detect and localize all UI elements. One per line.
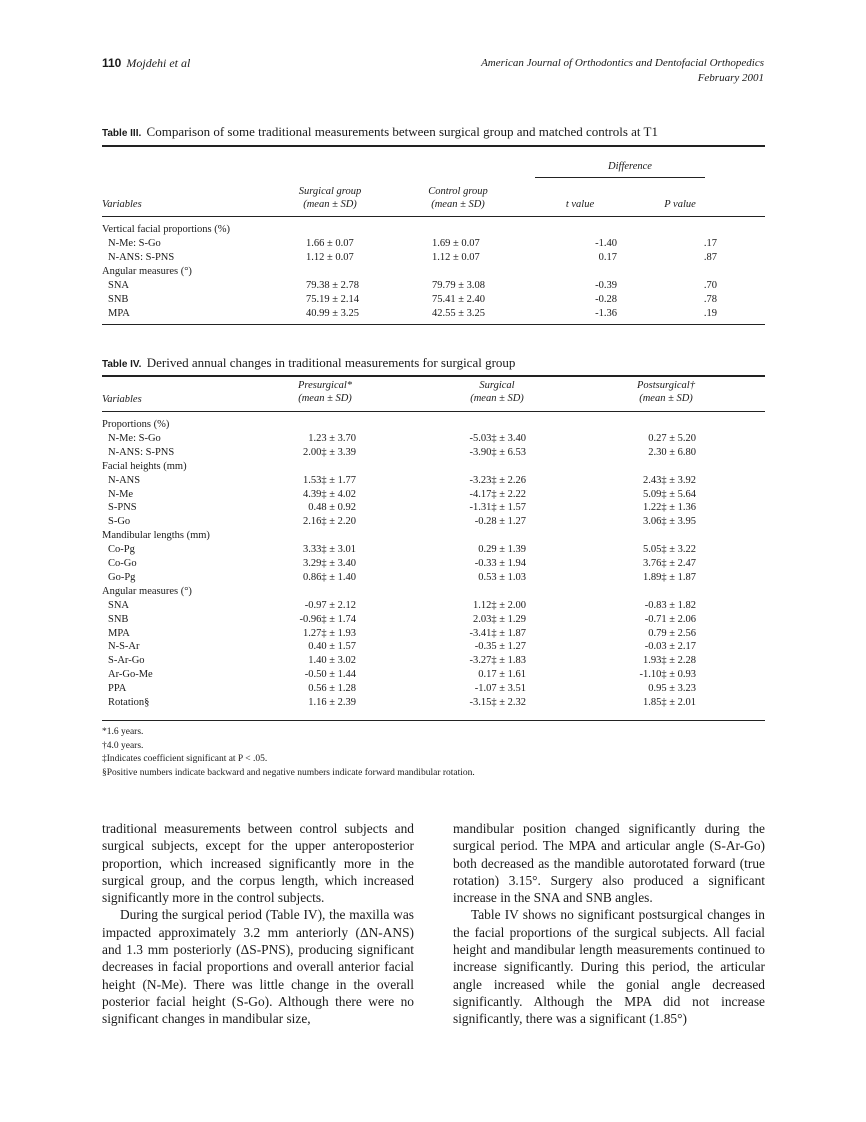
postsurgical-value: 3.06‡ ± 3.95 [642, 516, 696, 527]
row-label: MPA [108, 308, 130, 319]
running-header-right [344, 56, 764, 86]
postsurgical-value: -1.10‡ ± 0.93 [639, 669, 696, 680]
table-footnote: §Positive numbers indicate backward and negative numbers indicate forward mandibular rotation. [102, 767, 475, 778]
surgical-value: 79.38 ± 2.78 [306, 280, 360, 291]
presurgical-value: 0.56 ± 1.28 [308, 683, 356, 694]
surgical-value: -3.23‡ ± 2.26 [469, 475, 526, 486]
p-value: .87 [703, 252, 717, 263]
row-label: S-Go [108, 516, 131, 527]
postsurgical-value: 1.22‡ ± 1.36 [642, 502, 696, 513]
body-column-left [102, 820, 414, 1028]
table-4-title: Derived annual changes in traditional measurements for surgical group [146, 355, 516, 370]
presurgical-value: 0.86‡ ± 1.40 [302, 572, 356, 583]
row-label: Proportions (%) [102, 419, 170, 430]
table-4-caption [102, 355, 515, 371]
row-label: N-Me [108, 489, 134, 500]
table-row [102, 307, 765, 321]
t-value: -0.39 [595, 280, 617, 291]
p-value: .70 [703, 280, 717, 291]
control-value: 1.69 ± 0.07 [432, 238, 480, 249]
row-label: N-ANS: S-PNS [108, 252, 175, 263]
surgical-value: 0.53 ± 1.03 [478, 572, 526, 583]
table-3-col-surgical-l1: Surgical group [298, 186, 362, 197]
table-3-title: Comparison of some traditional measurements between surgical group and matched controls at T1 [146, 124, 658, 139]
control-value: 1.12 ± 0.07 [432, 252, 480, 263]
table-4-col-surg-l1: Surgical [479, 380, 515, 391]
journal-name: American Journal of Orthodontics and Dentofacial Orthopedics [481, 57, 764, 69]
surgical-value: -1.07 ± 3.51 [474, 683, 526, 694]
table-row [102, 668, 765, 682]
row-label: Co-Go [108, 558, 137, 569]
body-right-paragraph: mandibular position changed significantly during the surgical period. The MPA and articular angle (S-Ar-Go) both decreased as the mandible autorotated forward (true rotation) 3.15°. Surgery also produced a significant increase in the SNA and SNB angles. [453, 821, 765, 906]
row-label: S-Ar-Go [108, 655, 145, 666]
running-header-left [102, 56, 190, 71]
postsurgical-value: 2.43‡ ± 3.92 [642, 475, 696, 486]
control-value: 75.41 ± 2.40 [432, 294, 486, 305]
surgical-value: -1.31‡ ± 1.57 [469, 502, 526, 513]
table-3-header-rule [102, 216, 765, 217]
table-row-group [102, 460, 765, 474]
table-3-col-p-value: P value [664, 199, 696, 210]
postsurgical-value: 1.85‡ ± 2.01 [642, 697, 696, 708]
p-value: .17 [703, 238, 717, 249]
table-3-difference-header: Difference [608, 161, 652, 172]
table-4-col-surg-l2: (mean ± SD) [470, 393, 524, 404]
surgical-value: -0.28 ± 1.27 [474, 516, 526, 527]
table-row [102, 599, 765, 613]
postsurgical-value: -0.71 ± 2.06 [644, 614, 696, 625]
postsurgical-value: -0.83 ± 1.82 [644, 600, 696, 611]
table-4-col-post-l1: Postsurgical† [637, 380, 695, 391]
control-value: 79.79 ± 3.08 [432, 280, 486, 291]
table-row-group [102, 585, 765, 599]
row-label: N-S-Ar [108, 641, 140, 652]
surgical-value: 0.17 ± 1.61 [478, 669, 526, 680]
control-value: 42.55 ± 3.25 [432, 308, 486, 319]
table-row [102, 682, 765, 696]
row-label: Facial heights (mm) [102, 461, 187, 472]
surgical-value: -3.41‡ ± 1.87 [469, 628, 526, 639]
presurgical-value: 1.40 ± 3.02 [308, 655, 356, 666]
presurgical-value: 0.48 ± 0.92 [308, 502, 356, 513]
presurgical-value: -0.96‡ ± 1.74 [299, 614, 356, 625]
postsurgical-value: 0.27 ± 5.20 [648, 433, 696, 444]
table-3-col-control-l2: (mean ± SD) [431, 199, 485, 210]
surgical-value: -5.03‡ ± 3.40 [469, 433, 526, 444]
table-row [102, 501, 765, 515]
row-label: Angular measures (°) [102, 586, 192, 597]
table-3-caption [102, 124, 658, 140]
surgical-value: -0.33 ± 1.94 [474, 558, 526, 569]
postsurgical-value: 0.95 ± 3.23 [648, 683, 696, 694]
surgical-value: 75.19 ± 2.14 [306, 294, 360, 305]
row-label: SNB [108, 614, 129, 625]
table-row-group [102, 265, 765, 279]
table-4-col-variables: Variables [102, 394, 142, 405]
table-4-bottom-rule [102, 720, 765, 721]
t-value: -1.36 [595, 308, 617, 319]
presurgical-value: 1.53‡ ± 1.77 [302, 475, 356, 486]
presurgical-value: -0.97 ± 2.12 [304, 600, 356, 611]
row-label: SNA [108, 280, 130, 291]
row-label: N-Me: S-Go [108, 238, 161, 249]
presurgical-value: 0.40 ± 1.57 [308, 641, 356, 652]
surgical-value: -3.90‡ ± 6.53 [469, 447, 526, 458]
row-label: Go-Pg [108, 572, 136, 583]
table-row [102, 640, 765, 654]
table-row [102, 613, 765, 627]
table-row [102, 627, 765, 641]
row-label: N-ANS [108, 475, 141, 486]
surgical-value: 2.03‡ ± 1.29 [472, 614, 526, 625]
postsurgical-value: -0.03 ± 2.17 [644, 641, 696, 652]
body-right-paragraph: Table IV shows no significant postsurgical changes in the facial proportions of the surgical subjects. All facial height and mandibular length measurements continued to increase significantly. During this period, the articular angle increased while the gonial angle decreased significantly. Although the MPA did not increase significantly, there was a significant (1.85°) [453, 907, 765, 1027]
page-number: 110 [102, 56, 122, 70]
table-4-label: Table IV. [102, 359, 142, 370]
surgical-value: 1.12‡ ± 2.00 [472, 600, 526, 611]
table-3-top-rule [102, 145, 765, 147]
row-label: Co-Pg [108, 544, 135, 555]
body-column-right [453, 820, 765, 1028]
row-label: Rotation§ [108, 697, 150, 708]
table-row [102, 515, 765, 529]
table-row [102, 432, 765, 446]
presurgical-value: -0.50 ± 1.44 [304, 669, 356, 680]
body-left-paragraph: During the surgical period (Table IV), the maxilla was impacted approximately 3.2 mm anteriorly (ΔN-ANS) and 1.3 mm posteriorly (ΔS-PNS), producing significant decreases in facial proportions and overall anterior facial height (N-Me). There was little change in the overall posterior facial height (S-Go). Although there were no significant changes in mandibular size, [102, 907, 414, 1027]
presurgical-value: 1.16 ± 2.39 [308, 697, 356, 708]
postsurgical-value: 3.76‡ ± 2.47 [642, 558, 696, 569]
presurgical-value: 1.27‡ ± 1.93 [302, 628, 356, 639]
surgical-value: -3.27‡ ± 1.83 [469, 655, 526, 666]
postsurgical-value: 5.05‡ ± 3.22 [642, 544, 696, 555]
table-4-col-pre-l1: Presurgical* [297, 380, 353, 391]
table-3-label: Table III. [102, 128, 142, 139]
row-label: Angular measures (°) [102, 266, 192, 277]
postsurgical-value: 5.09‡ ± 5.64 [642, 489, 696, 500]
journal-issue: February 2001 [697, 72, 764, 84]
row-label: N-ANS: S-PNS [108, 447, 175, 458]
table-row-group [102, 418, 765, 432]
table-row-group [102, 529, 765, 543]
table-3-col-surgical-l2: (mean ± SD) [303, 199, 357, 210]
table-row [102, 557, 765, 571]
postsurgical-value: 2.30 ± 6.80 [648, 447, 696, 458]
row-label: SNA [108, 600, 130, 611]
table-4-col-post-l2: (mean ± SD) [639, 393, 693, 404]
surgical-value: 40.99 ± 3.25 [306, 308, 360, 319]
row-label: S-PNS [108, 502, 137, 513]
surgical-value: 1.66 ± 0.07 [306, 238, 354, 249]
presurgical-value: 2.16‡ ± 2.20 [302, 516, 356, 527]
postsurgical-value: 0.79 ± 2.56 [648, 628, 696, 639]
table-row [102, 488, 765, 502]
row-label: MPA [108, 628, 130, 639]
row-label: Ar-Go-Me [108, 669, 153, 680]
table-4-top-rule [102, 375, 765, 377]
presurgical-value: 3.29‡ ± 3.40 [302, 558, 356, 569]
surgical-value: -4.17‡ ± 2.22 [469, 489, 526, 500]
surgical-value: -0.35 ± 1.27 [474, 641, 526, 652]
table-footnote: ‡Indicates coefficient significant at P < .05. [102, 754, 268, 764]
surgical-value: 0.29 ± 1.39 [478, 544, 526, 555]
table-row [102, 251, 765, 265]
presurgical-value: 2.00‡ ± 3.39 [302, 447, 356, 458]
table-row [102, 696, 765, 710]
row-label: SNB [108, 294, 129, 305]
table-3-col-t-value: t value [565, 199, 595, 210]
surgical-value: -3.15‡ ± 2.32 [469, 697, 526, 708]
body-left-paragraph: traditional measurements between control subjects and surgical subjects, except for the upper anteroposterior proportion, which increased significantly more in the surgical group, and the corpus length, which increased significantly more in the control subjects. [102, 821, 414, 906]
table-4-header-rule [102, 411, 765, 412]
difference-spanner-rule [535, 177, 705, 178]
row-label: Vertical facial proportions (%) [102, 224, 230, 235]
t-value: 0.17 [598, 252, 617, 263]
table-4-col-pre-l2: (mean ± SD) [298, 393, 352, 404]
presurgical-value: 4.39‡ ± 4.02 [302, 489, 356, 500]
table-footnote: *1.6 years. [102, 727, 144, 737]
table-row [102, 446, 765, 460]
row-label: PPA [108, 683, 127, 694]
p-value: .78 [703, 294, 717, 305]
t-value: -0.28 [595, 294, 617, 305]
table-row [102, 293, 765, 307]
table-row [102, 474, 765, 488]
postsurgical-value: 1.93‡ ± 2.28 [642, 655, 696, 666]
table-3-col-control-l1: Control group [428, 186, 488, 197]
table-row [102, 654, 765, 668]
row-label: Mandibular lengths (mm) [102, 530, 210, 541]
presurgical-value: 3.33‡ ± 3.01 [302, 544, 356, 555]
table-row [102, 279, 765, 293]
table-row [102, 571, 765, 585]
presurgical-value: 1.23 ± 3.70 [308, 433, 356, 444]
table-row-group [102, 223, 765, 237]
row-label: N-Me: S-Go [108, 433, 161, 444]
t-value: -1.40 [595, 238, 617, 249]
table-3-col-variables: Variables [102, 199, 142, 210]
table-row [102, 543, 765, 557]
table-footnote: †4.0 years. [102, 740, 144, 751]
surgical-value: 1.12 ± 0.07 [306, 252, 354, 263]
table-3-bottom-rule [102, 324, 765, 325]
table-row [102, 237, 765, 251]
postsurgical-value: 1.89‡ ± 1.87 [642, 572, 696, 583]
p-value: .19 [703, 308, 717, 319]
author-line: Mojdehi et al [126, 56, 191, 70]
